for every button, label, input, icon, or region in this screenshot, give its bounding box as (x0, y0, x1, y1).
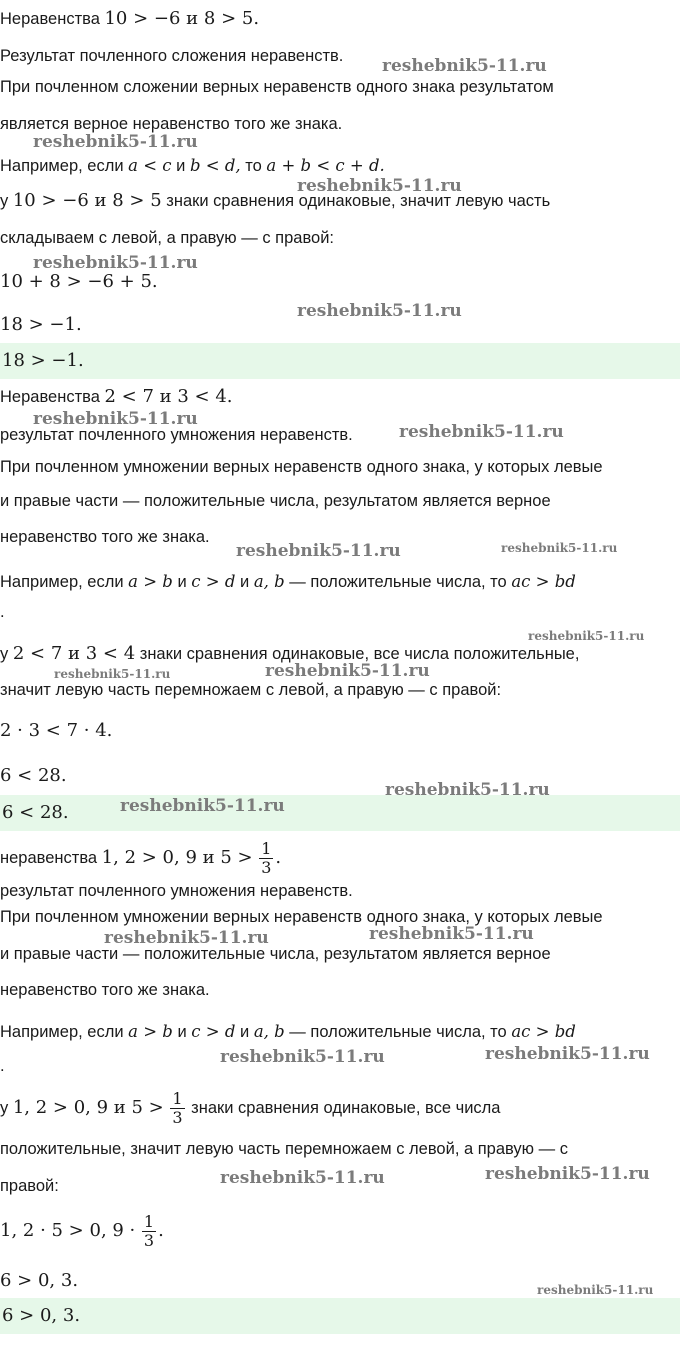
block3-since-line3: правой: (0, 1177, 59, 1195)
block2-example (0, 571, 680, 593)
block3-since-prefix: у (0, 1099, 9, 1117)
block3-title-dot: . (275, 847, 282, 868)
block1-title-math: 10 > −6 и 8 > 5. (104, 8, 260, 29)
block3-since-line2: положительные, значит левую часть перемножаем с левой, а правую — с (0, 1140, 568, 1158)
block3-title-text: неравенства (0, 849, 98, 867)
block3-example-and2: и (240, 1023, 250, 1041)
watermark: reshebnik5-11.ru (485, 1164, 650, 1184)
block3-title (0, 838, 680, 878)
block3-example-and: и (177, 1023, 187, 1041)
watermark: reshebnik5-11.ru (220, 1168, 385, 1188)
watermark: reshebnik5-11.ru (220, 1047, 385, 1067)
block1-step1: 10 + 8 > −6 + 5. (0, 271, 158, 292)
block1-rule-line2: является верное неравенство того же знака. (0, 115, 343, 133)
watermark: reshebnik5-11.ru (501, 541, 618, 555)
watermark: reshebnik5-11.ru (120, 796, 285, 816)
block1-example-math3: a + b < c + d. (266, 156, 385, 175)
watermark: reshebnik5-11.ru (537, 1283, 654, 1297)
watermark: reshebnik5-11.ru (399, 422, 564, 442)
block2-example-math3: a, b (253, 572, 285, 591)
block1-rule-line1: При почленном сложении верных неравенств одного знака результатом (0, 78, 554, 96)
watermark: reshebnik5-11.ru (265, 661, 430, 681)
block2-rule-line2: и правые части — положительные числа, результатом является верное (0, 492, 551, 510)
watermark: reshebnik5-11.ru (369, 924, 534, 944)
block2-since-line2: значит левую часть перемножаем с левой, а правую — с правой: (0, 681, 502, 699)
block3-title-math: 1, 2 > 0, 9 и 5 > (101, 847, 253, 868)
block3-step1 (0, 1211, 680, 1251)
block1-result-label: Результат почленного сложения неравенств. (0, 47, 344, 65)
block2-rule-line3: неравенство того же знака. (0, 528, 210, 546)
block3-step2: 6 > 0, 3. (0, 1270, 79, 1291)
block2-example-math2: c > d (191, 572, 236, 591)
block3-title-fraction (259, 840, 273, 877)
block3-example-math1: a > b (128, 1022, 173, 1041)
block2-example-and2: и (240, 573, 250, 591)
block3-example-rest: — положительные числа, то (289, 1023, 507, 1041)
block2-since-rest: знаки сравнения одинаковые, все числа положительные, (139, 645, 580, 663)
block1-since-prefix: у (0, 192, 9, 210)
watermark: reshebnik5-11.ru (236, 541, 401, 561)
block3-example-prefix: Например, если (0, 1023, 124, 1041)
block2-result-label: результат почленного умножения неравенств. (0, 426, 353, 444)
block1-example-math1: a < c (128, 156, 172, 175)
block2-answer: 6 < 28. (2, 802, 69, 823)
block3-result-label: результат почленного умножения неравенств. (0, 882, 353, 900)
block2-title (0, 386, 680, 408)
block3-frac-num: 1 (261, 839, 272, 859)
block3-rule-line2: и правые части — положительные числа, результатом является верное (0, 945, 551, 963)
block2-example-dot: . (0, 603, 5, 621)
block1-example (0, 155, 680, 177)
block2-title-math: 2 < 7 и 3 < 4. (104, 386, 233, 407)
watermark: reshebnik5-11.ru (385, 780, 550, 800)
block1-title-text: Неравенства (0, 10, 100, 28)
block1-step2: 18 > −1. (0, 314, 82, 335)
block3-step1-math: 1, 2 · 5 > 0, 9 · (0, 1220, 136, 1241)
block1-example-then: то (245, 157, 262, 175)
block1-answer-box (0, 343, 680, 379)
block3-rule-line3: неравенство того же знака. (0, 981, 210, 999)
block3-since-rest: знаки сравнения одинаковые, все числа (191, 1099, 501, 1117)
watermark: reshebnik5-11.ru (54, 667, 171, 681)
block2-step2: 6 < 28. (0, 765, 67, 786)
block3-frac-den: 3 (261, 858, 272, 878)
block2-step1: 2 · 3 < 7 · 4. (0, 720, 113, 741)
block3-since-frac-den: 3 (172, 1108, 183, 1128)
block1-title (0, 8, 680, 30)
block3-rule-line1: При почленном умножении верных неравенств одного знака, у которых левые (0, 908, 603, 926)
watermark: reshebnik5-11.ru (382, 56, 547, 76)
block3-since (0, 1088, 680, 1128)
block3-step1-dot: . (158, 1220, 164, 1241)
watermark: reshebnik5-11.ru (104, 928, 269, 948)
watermark: reshebnik5-11.ru (33, 409, 198, 429)
block1-example-math2: b < d, (189, 156, 241, 175)
block3-step1-frac-num: 1 (143, 1212, 155, 1232)
block3-answer-box (0, 1298, 680, 1334)
block3-example-dot: . (0, 1057, 5, 1075)
block3-step1-frac-den: 3 (143, 1231, 155, 1251)
watermark: reshebnik5-11.ru (33, 253, 198, 273)
block2-example-rest: — положительные числа, то (289, 573, 507, 591)
block3-since-fraction (170, 1090, 184, 1127)
block1-since-rest: знаки сравнения одинаковые, значит левую часть (166, 192, 551, 210)
block1-example-prefix: Например, если (0, 157, 124, 175)
block1-example-and: и (176, 157, 186, 175)
block2-example-math4: ac > bd (511, 572, 576, 591)
watermark: reshebnik5-11.ru (33, 132, 198, 152)
block3-since-math: 1, 2 > 0, 9 и 5 > (12, 1097, 164, 1118)
block1-answer: 18 > −1. (2, 350, 84, 371)
watermark: reshebnik5-11.ru (297, 301, 462, 321)
block3-example (0, 1021, 680, 1043)
block3-example-math3: a, b (253, 1022, 285, 1041)
block1-since-line2: складываем с левой, а правую — с правой: (0, 229, 335, 247)
block2-since-prefix: у (0, 645, 9, 663)
block2-example-prefix: Например, если (0, 573, 124, 591)
block3-since-frac-num: 1 (172, 1089, 183, 1109)
block3-example-math2: c > d (191, 1022, 236, 1041)
block2-example-and: и (177, 573, 187, 591)
watermark: reshebnik5-11.ru (485, 1044, 650, 1064)
block2-answer-box (0, 795, 680, 831)
watermark: reshebnik5-11.ru (297, 176, 462, 196)
watermark: reshebnik5-11.ru (528, 629, 645, 643)
block2-example-math1: a > b (128, 572, 173, 591)
block1-since-math: 10 > −6 и 8 > 5 (12, 190, 162, 211)
block3-step1-fraction (142, 1213, 156, 1250)
block2-rule-line1: При почленном умножении верных неравенств одного знака, у которых левые (0, 458, 603, 476)
block3-answer: 6 > 0, 3. (2, 1305, 81, 1326)
block2-title-text: Неравенства (0, 388, 100, 406)
block3-example-math4: ac > bd (511, 1022, 576, 1041)
block2-since-math: 2 < 7 и 3 < 4 (12, 643, 136, 664)
